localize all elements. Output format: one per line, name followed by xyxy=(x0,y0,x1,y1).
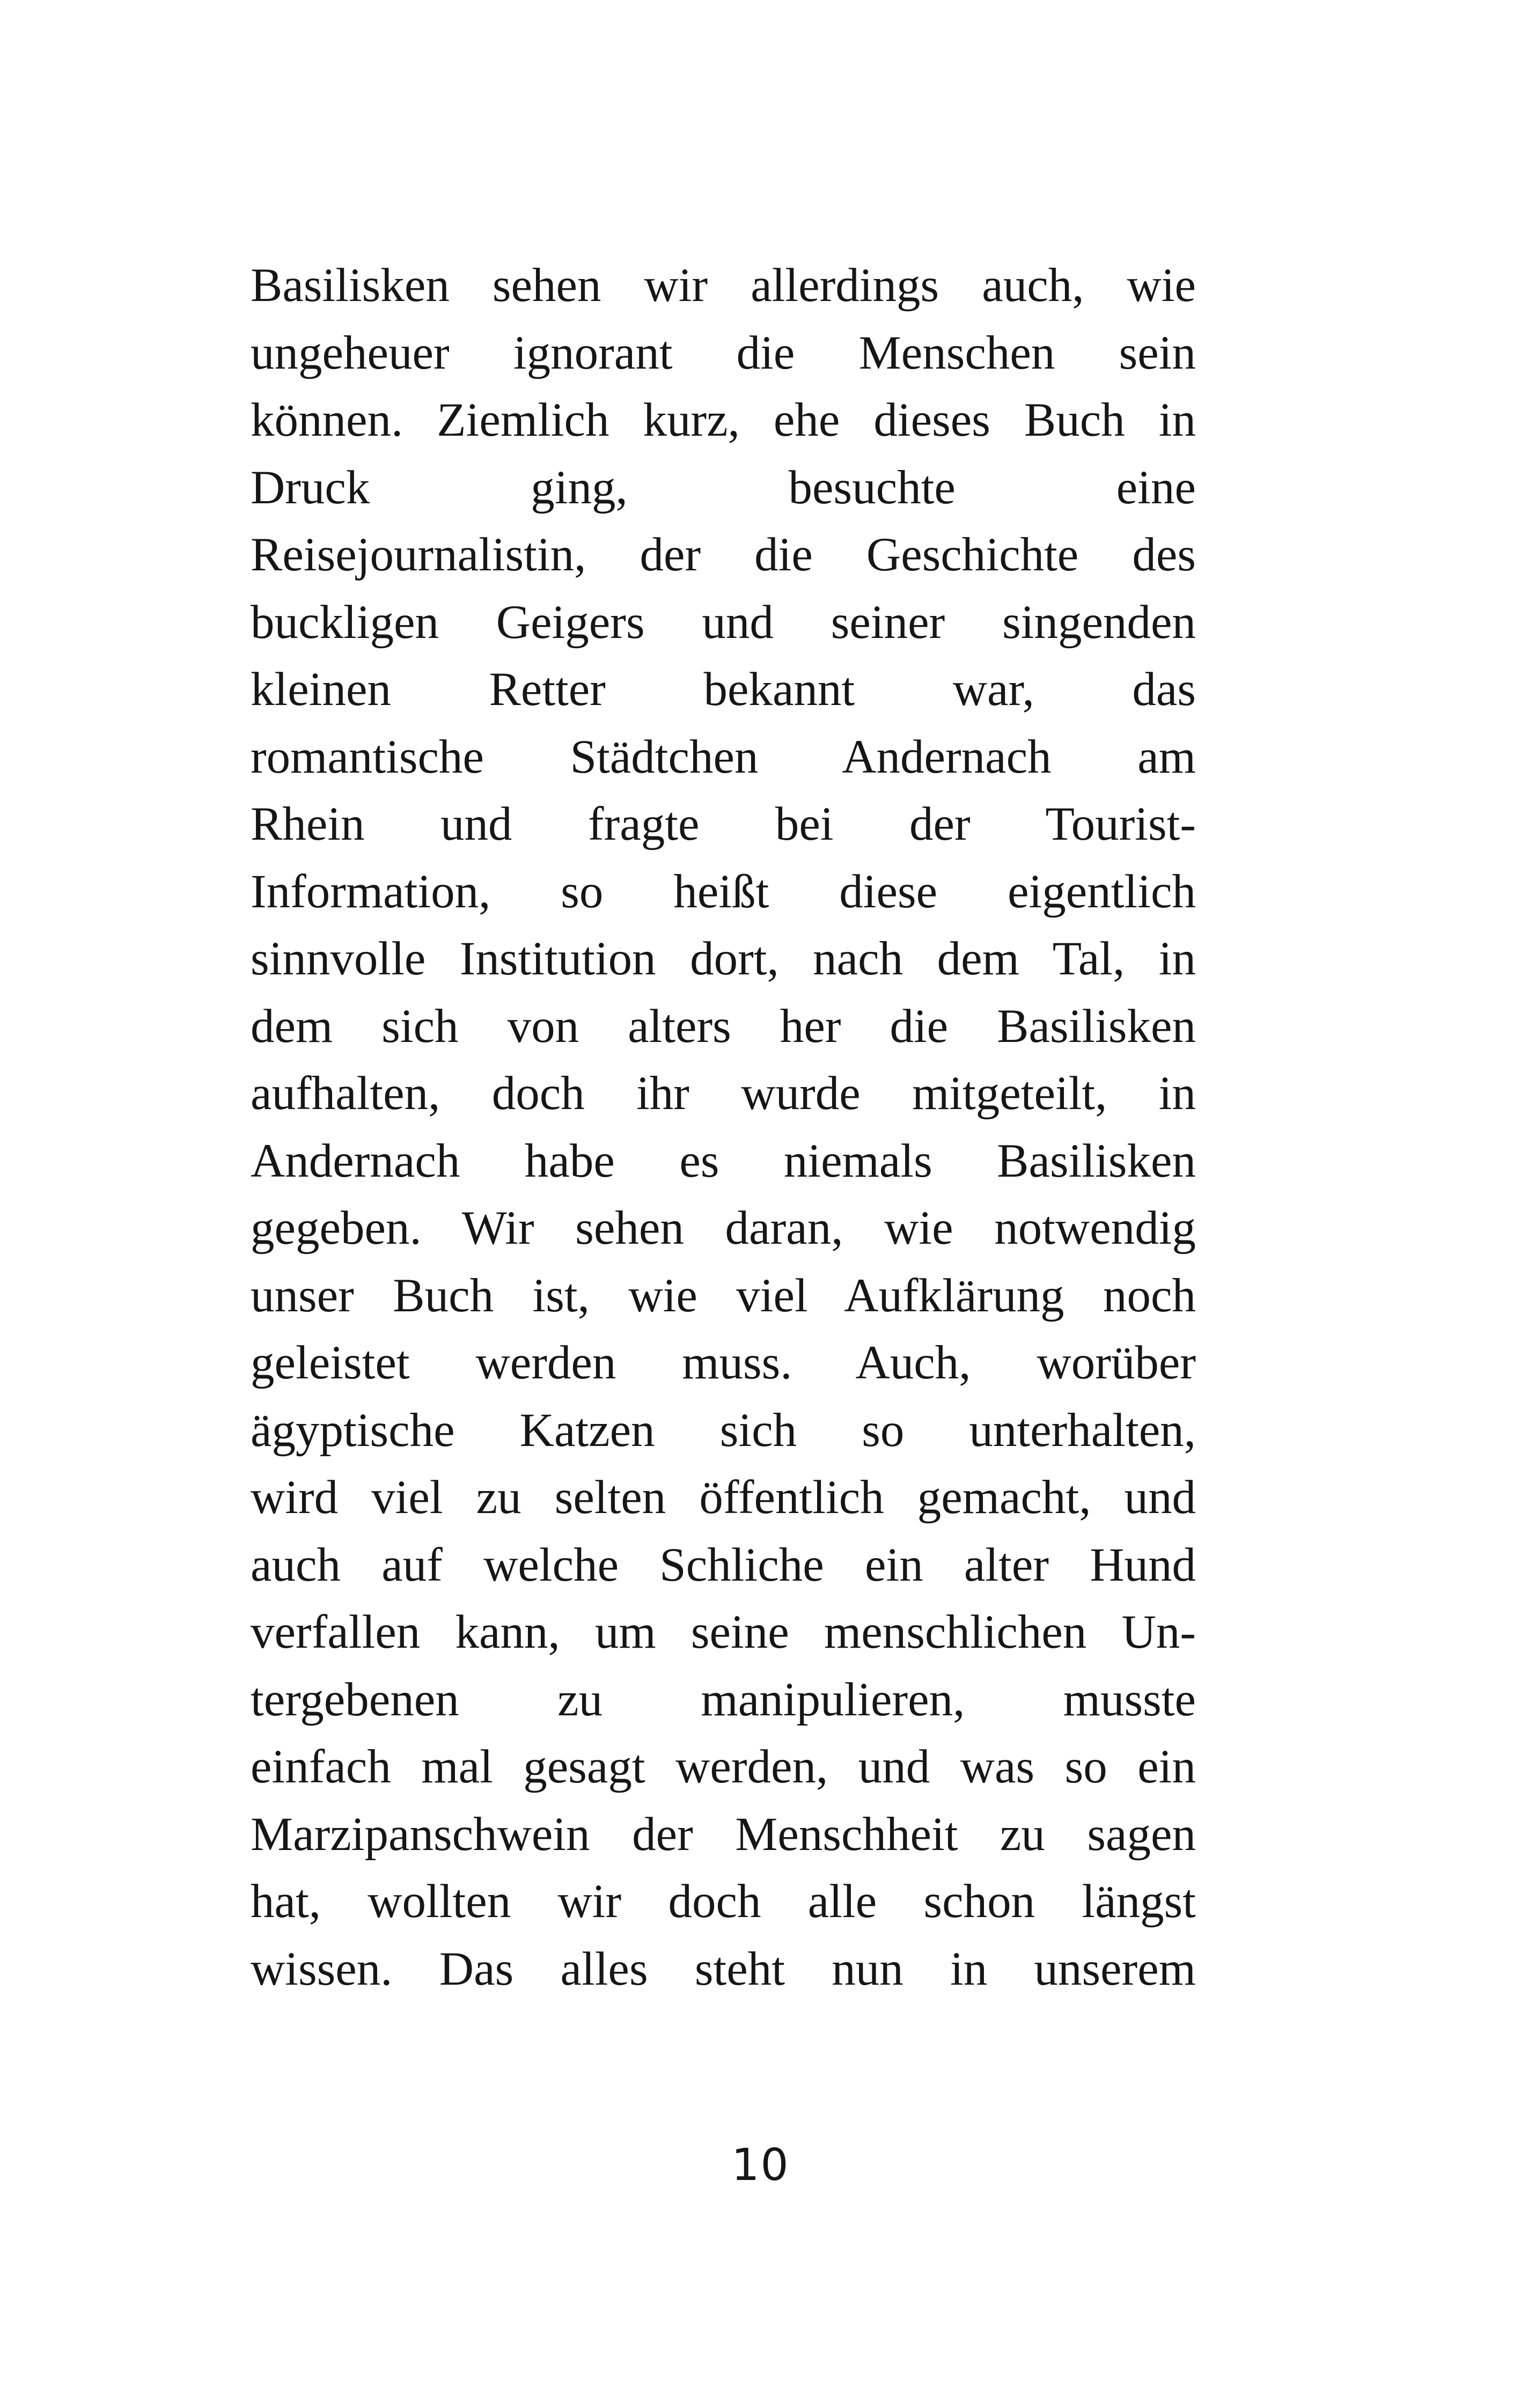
text-line: wird viel zu selten öffentlich gemacht, und xyxy=(251,1471,1196,1524)
text-line: ungeheuer ignorant die Menschen sein xyxy=(251,326,1196,379)
text-line: wissen. Das alles steht nun in unserem xyxy=(251,1942,1196,1995)
text-line: dem sich von alters her die Basilisken xyxy=(251,1000,1196,1053)
text-line: Druck ging, besuchte eine xyxy=(251,461,1196,514)
text-line: ägyptische Katzen sich so unterhalten, xyxy=(251,1404,1196,1457)
text-line: auch auf welche Schliche ein alter Hund xyxy=(251,1538,1196,1591)
text-line: können. Ziemlich kurz, ehe dieses Buch in xyxy=(251,394,1196,446)
text-line: aufhalten, doch ihr wurde mitgeteilt, in xyxy=(251,1067,1196,1120)
text-line: geleistet werden muss. Auch, worüber xyxy=(251,1337,1196,1389)
text-line: romantische Städtchen Andernach am xyxy=(251,730,1196,783)
text-line: Andernach habe es niemals Basilisken xyxy=(251,1134,1196,1187)
text-line: Marzipanschwein der Menschheit zu sagen xyxy=(251,1808,1196,1861)
text-line: unser Buch ist, wie viel Aufklärung noch xyxy=(251,1269,1196,1322)
text-line: gegeben. Wir sehen daran, wie notwendig xyxy=(251,1202,1196,1254)
text-line: Reisejournalistin, der die Geschichte des xyxy=(251,528,1196,581)
text-line: einfach mal gesagt werden, und was so ein xyxy=(251,1741,1196,1793)
body-text xyxy=(251,252,1196,2003)
text-line: sinnvolle Institution dort, nach dem Tal, in xyxy=(251,933,1196,985)
text-line: hat, wollten wir doch alle schon längst xyxy=(251,1875,1196,1928)
text-line: verfallen kann, um seine menschlichen Un- xyxy=(251,1606,1196,1658)
text-line: kleinen Retter bekannt war, das xyxy=(251,663,1196,716)
text-line: Information, so heißt diese eigentlich xyxy=(251,865,1196,918)
text-line: tergebenen zu manipulieren, musste xyxy=(251,1673,1196,1726)
text-line: Basilisken sehen wir allerdings auch, wie xyxy=(251,259,1196,312)
text-line: Rhein und fragte bei der Tourist- xyxy=(251,798,1196,850)
text-line: buckligen Geigers und seiner singenden xyxy=(251,596,1196,649)
page-number: 10 xyxy=(731,2140,790,2191)
